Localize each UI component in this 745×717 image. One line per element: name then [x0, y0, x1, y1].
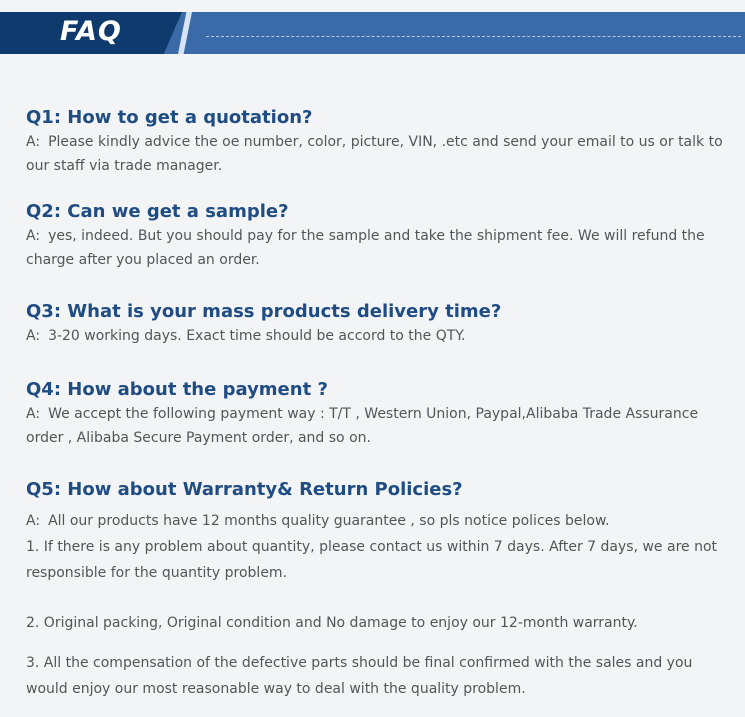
- faq-item-q3: [26, 300, 738, 348]
- answer-text: We accept the following payment way : T/T , Western Union, Paypal,Alibaba Trade Assurance order , Alibaba Secure Payment order, and so on.: [26, 406, 699, 446]
- answer-text: 3-20 working days. Exact time should be accord to the QTY.: [48, 328, 466, 344]
- faq-question: Q1: How to get a quotation?: [26, 107, 313, 128]
- faq-item-q2: [26, 200, 738, 272]
- faq-banner: [0, 12, 745, 54]
- answer-prefix: A:: [26, 513, 41, 529]
- answer-text: Please kindly advice the oe number, color, picture, VIN, .etc and send your email to us or talk to our staff via trade manager.: [26, 134, 723, 174]
- faq-item-q1: [26, 106, 738, 178]
- banner-dashed-rule: [206, 36, 741, 37]
- answer-text: yes, indeed. But you should pay for the sample and take the shipment fee. We will refund the charge after you placed an order.: [26, 228, 705, 268]
- answer-prefix: A:: [26, 406, 41, 422]
- faq-question: Q3: What is your mass products delivery time?: [26, 301, 502, 322]
- faq-item-q5: [26, 478, 738, 702]
- banner-accent-stripe: [178, 12, 192, 54]
- faq-question: Q5: How about Warranty& Return Policies?: [26, 479, 463, 500]
- page-title: FAQ: [60, 16, 122, 47]
- faq-question: Q4: How about the payment ?: [26, 379, 328, 400]
- answer-prefix: A:: [26, 328, 41, 344]
- faq-question: Q2: Can we get a sample?: [26, 201, 289, 222]
- answer-prefix: A:: [26, 228, 41, 244]
- faq-answer: [26, 324, 738, 348]
- warranty-note-2: 2. Original packing, Original condition and No damage to enjoy our 12-month warranty.: [26, 615, 638, 631]
- answer-prefix: A:: [26, 134, 41, 150]
- warranty-note-3: 3. All the compensation of the defective parts should be final confirmed with the sales and you would enjoy our most reasonable way to deal with the quality problem.: [26, 655, 693, 697]
- warranty-note-1: 1. If there is any problem about quantity, please contact us within 7 days. After 7 days, we are not responsible for the quantity problem.: [26, 539, 718, 581]
- faq-answer: [26, 224, 738, 272]
- faq-answer: [26, 402, 738, 450]
- faq-item-q4: [26, 378, 738, 450]
- faq-answer: [26, 508, 738, 534]
- answer-text: All our products have 12 months quality guarantee , so pls notice polices below.: [48, 513, 610, 529]
- faq-answer: [26, 130, 738, 178]
